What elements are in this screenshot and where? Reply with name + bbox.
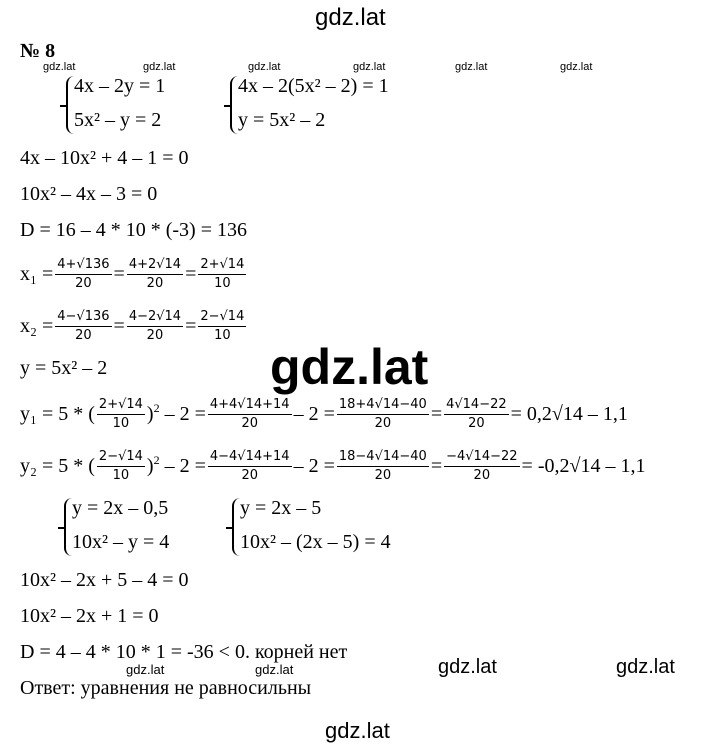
y2-frac-2: $\frac{18-4√14-40}{20}$ bbox=[338, 448, 427, 483]
system1-left-eq1: 4x – 2y = 1 bbox=[74, 75, 166, 97]
x2-frac-1: $\frac{4-√136}{20}$ bbox=[57, 308, 110, 343]
task-number: № 8 bbox=[20, 40, 56, 62]
system1-right-eq1: 4x – 2(5x² – 2) = 1 bbox=[238, 75, 389, 97]
watermark-small-5: gdz.lat bbox=[455, 61, 488, 73]
x1-frac-2: $\frac{4+2√14}{20}$ bbox=[128, 256, 182, 291]
y2-frac-3: $\frac{-4√14-22}{20}$ bbox=[446, 448, 518, 483]
x2-frac-2: $\frac{4-2√14}{20}$ bbox=[128, 308, 182, 343]
system1-left-brace bbox=[66, 76, 74, 134]
watermark-small-4: gdz.lat bbox=[353, 61, 386, 73]
x1-frac-3: $\frac{2+√14}{10}$ bbox=[200, 256, 245, 291]
y1-result: = 0,2√14 – 1,1 bbox=[510, 403, 628, 425]
equation-line-3: 10x² – 2x + 5 – 4 = 0 bbox=[20, 569, 189, 591]
watermark-small-1: gdz.lat bbox=[43, 61, 76, 73]
equation-line-4: 10x² – 2x + 1 = 0 bbox=[20, 605, 159, 627]
answer-line: Ответ: уравнения не равносильны bbox=[20, 677, 312, 699]
watermark-bottom: gdz.lat bbox=[325, 718, 390, 743]
system1-left-eq2: 5x² – y = 2 bbox=[74, 109, 162, 131]
y-formula-line: y = 5x² – 2 bbox=[20, 357, 108, 379]
system1-right-eq2: y = 5x² – 2 bbox=[238, 109, 326, 131]
system2-right-eq1: y = 2x – 5 bbox=[240, 497, 322, 519]
system2-right-eq2: 10x² – (2x – 5) = 4 bbox=[240, 531, 391, 553]
y2-result: = -0,2√14 – 1,1 bbox=[521, 455, 646, 477]
system2-left-eq2: 10x² – y = 4 bbox=[72, 531, 170, 553]
y1-base-frac: $\frac{2+√14}{10}$ bbox=[98, 396, 143, 431]
x1-line: x₁ = $\frac{4+√136}{20}$ = $\frac{4+2√14}{20}$ = $\frac{2+√14}{10}$ bbox=[20, 256, 245, 291]
system2-left-eq1: y = 2x – 0,5 bbox=[72, 497, 169, 519]
y2-label: y₂ = 5 * ( bbox=[20, 455, 95, 477]
watermark-right-2: gdz.lat bbox=[616, 656, 675, 678]
discriminant-line: D = 16 – 4 * 10 * (-3) = 136 bbox=[20, 219, 247, 241]
y1-frac-1: $\frac{4+4√14+14}{20}$ bbox=[209, 396, 290, 431]
y1-label: y₁ = 5 * ( bbox=[20, 403, 95, 425]
y2-base-frac: $\frac{2-√14}{10}$ bbox=[98, 448, 143, 483]
system1-right-brace bbox=[230, 76, 238, 134]
y2-frac-1: $\frac{4-4√14+14}{20}$ bbox=[209, 448, 290, 483]
x2-frac-3: $\frac{2-√14}{10}$ bbox=[200, 308, 245, 343]
system2-left-brace bbox=[64, 498, 72, 556]
x2-label: x₂ = bbox=[20, 315, 54, 337]
discriminant-line-2: D = 4 – 4 * 10 * 1 = -36 < 0. корней нет bbox=[20, 641, 348, 663]
watermark-small-6: gdz.lat bbox=[560, 61, 593, 73]
watermark-small-2: gdz.lat bbox=[143, 61, 176, 73]
watermark-small-3: gdz.lat bbox=[248, 61, 281, 73]
y1-line: y₁ = 5 * ( $\frac{2+√14}{10}$ )$^2$ – 2 = $\frac{4+4√14+14}{20}$ – 2 = $\frac{18+4√14-40}{20}$ = $\frac{4√14-22}{20}$ = 0,2√14 – 1,1 bbox=[20, 396, 628, 431]
watermark-small-7: gdz.lat bbox=[126, 662, 165, 677]
equation-line-2: 10x² – 4x – 3 = 0 bbox=[20, 183, 158, 205]
y1-frac-2: $\frac{18+4√14-40}{20}$ bbox=[338, 396, 427, 431]
system2-right-brace bbox=[232, 498, 240, 556]
watermark-small-8: gdz.lat bbox=[255, 662, 294, 677]
x1-frac-1: $\frac{4+√136}{20}$ bbox=[57, 256, 110, 291]
y1-frac-3: $\frac{4√14-22}{20}$ bbox=[446, 396, 507, 431]
watermark-top: gdz.lat bbox=[315, 4, 386, 31]
x2-line: x₂ = $\frac{4-√136}{20}$ = $\frac{4-2√14}{20}$ = $\frac{2-√14}{10}$ bbox=[20, 308, 245, 343]
y2-line: y₂ = 5 * ( $\frac{2-√14}{10}$ )$^2$ – 2 = $\frac{4-4√14+14}{20}$ – 2 = $\frac{18-4√14-40}{20}$ = $\frac{-4√14-22}{20}$ = -0,2√14 – 1,1 bbox=[20, 448, 646, 483]
watermark-center: gdz.lat bbox=[270, 339, 429, 395]
watermark-right-1: gdz.lat bbox=[438, 656, 497, 678]
equation-line-1: 4x – 10x² + 4 – 1 = 0 bbox=[20, 147, 189, 169]
x1-label: x₁ = bbox=[20, 263, 54, 285]
